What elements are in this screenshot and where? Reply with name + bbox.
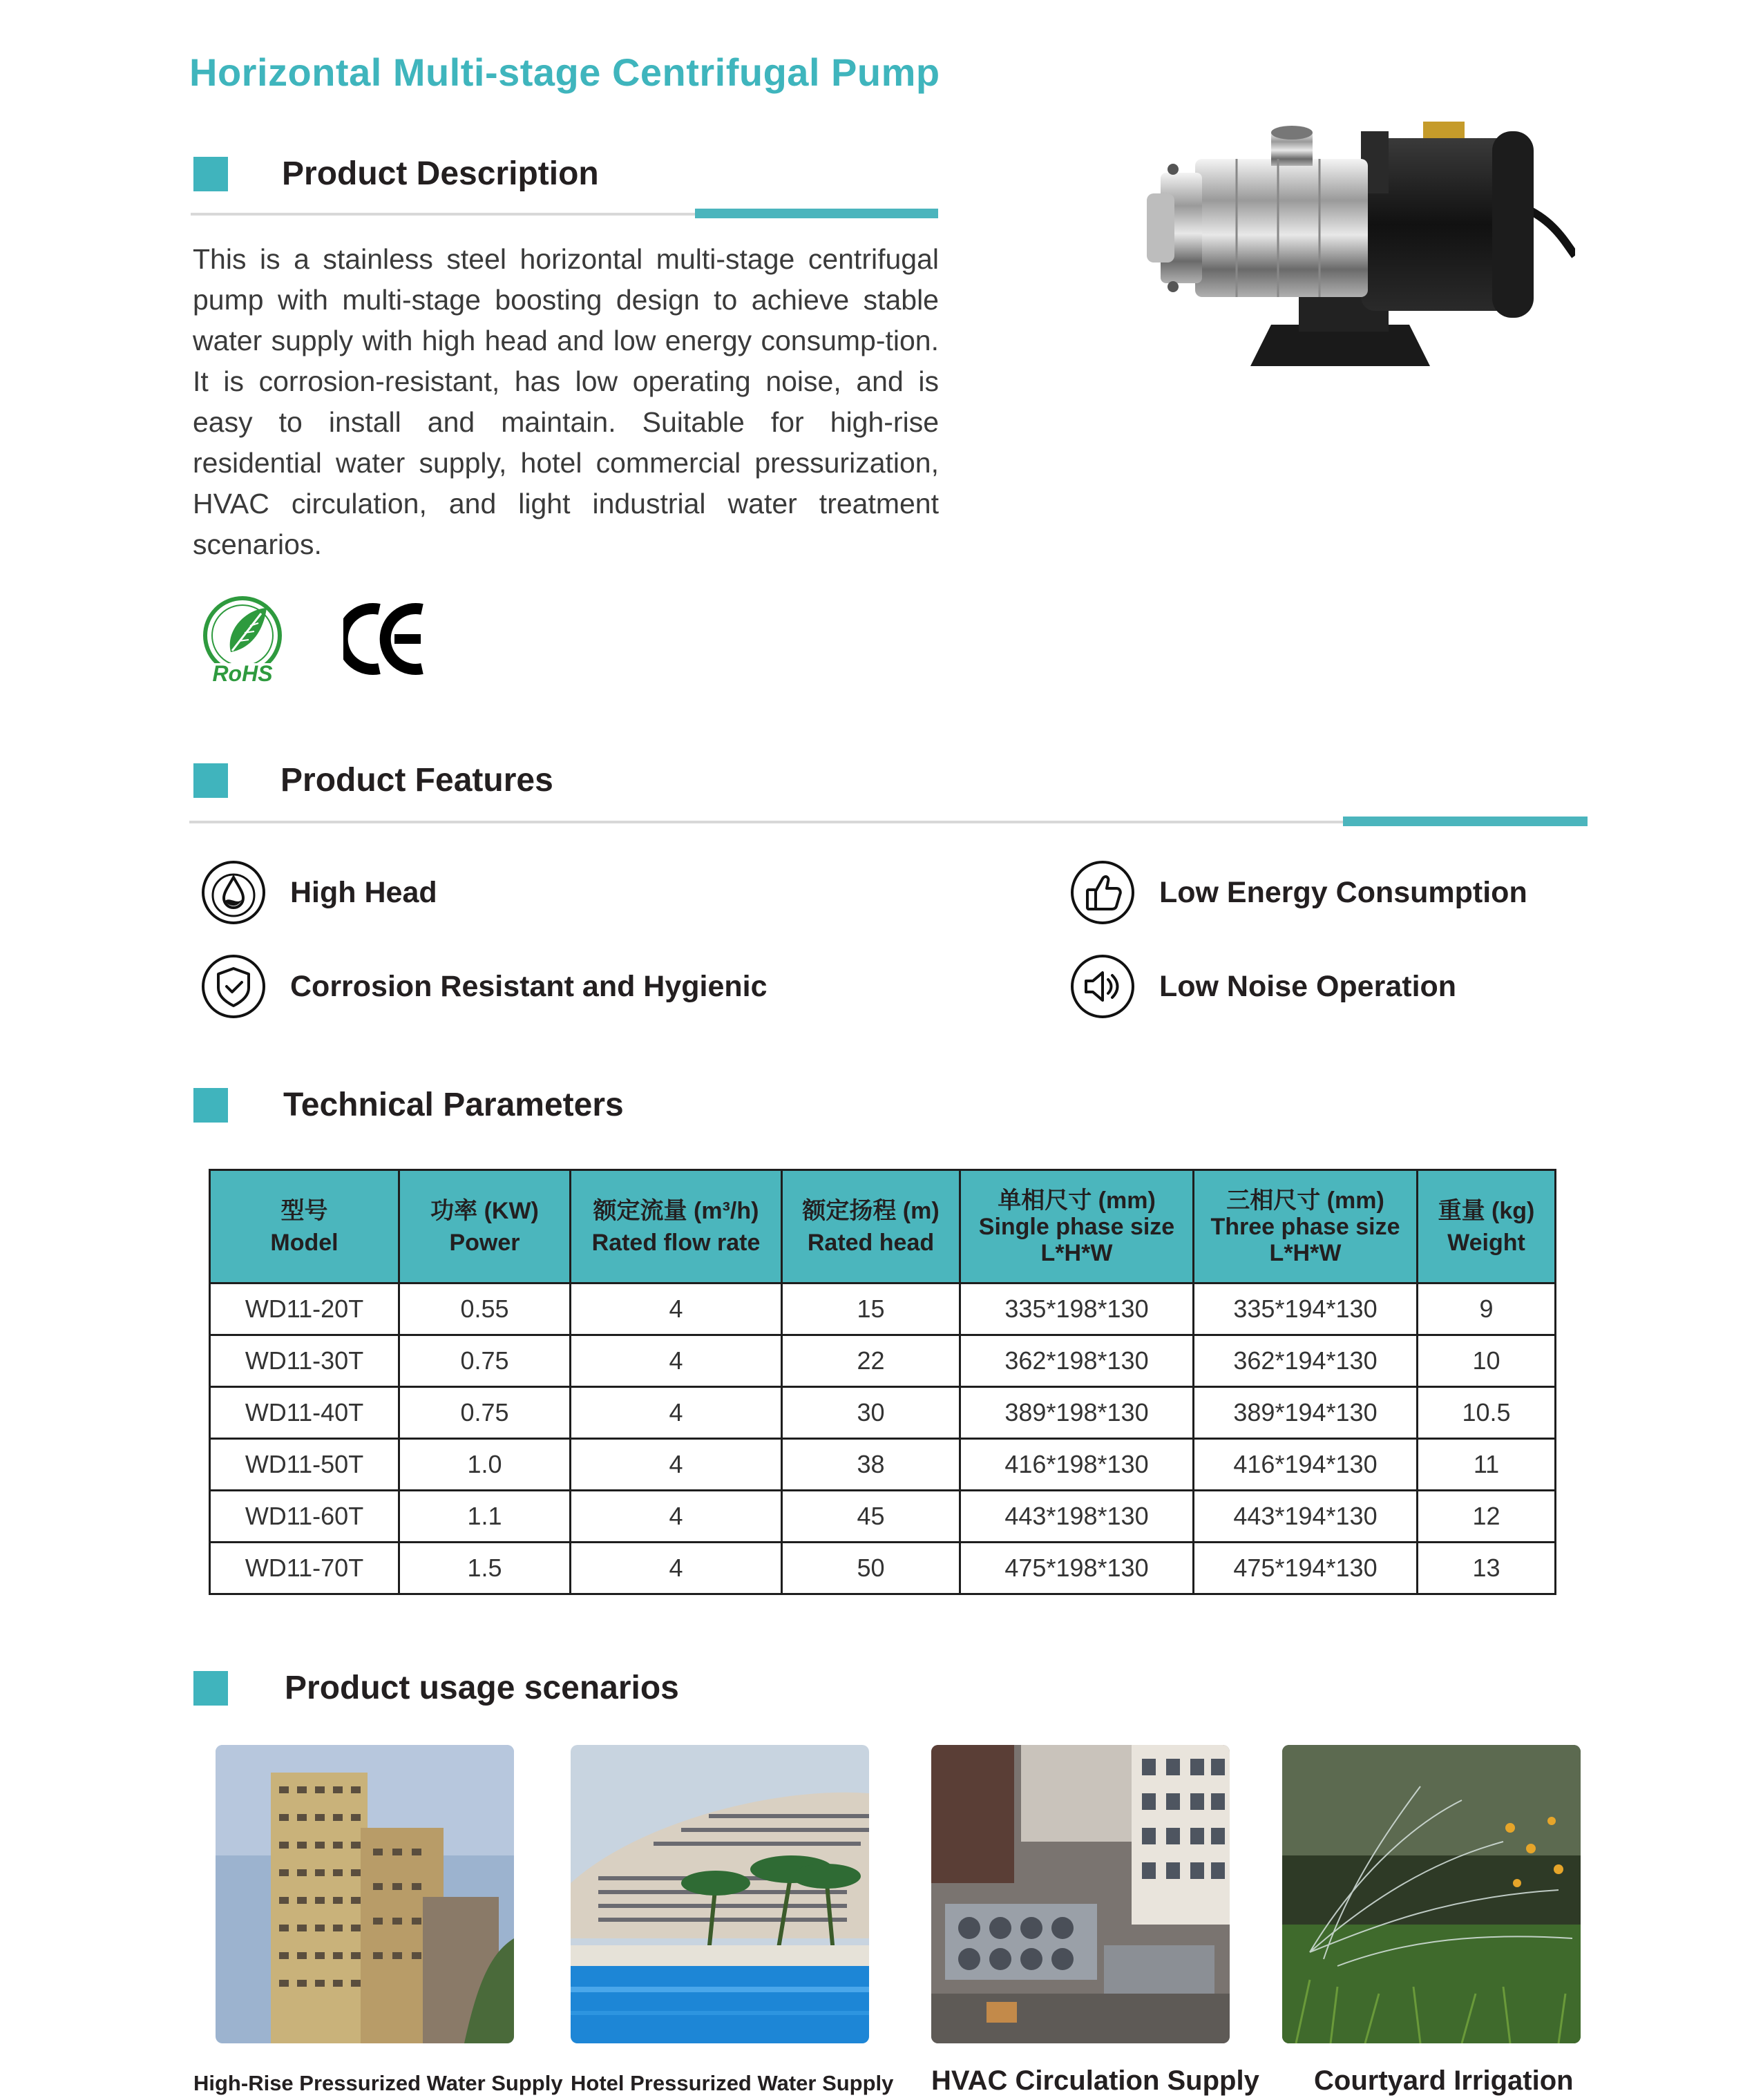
table-cell: 0.55 [399,1283,571,1335]
table-cell: 362*194*130 [1194,1335,1418,1387]
section-title: Product Description [282,155,599,192]
table-row [210,1335,1556,1387]
water-drop-icon [200,859,267,926]
table-cell: 475*194*130 [1194,1543,1418,1594]
table-cell: 416*198*130 [960,1439,1194,1491]
table-row [210,1439,1556,1491]
table-cell: 416*194*130 [1194,1439,1418,1491]
table-row [210,1543,1556,1594]
section-marker [193,763,228,798]
table-cell: WD11-40T [210,1387,399,1439]
table-cell: 4 [571,1335,782,1387]
table-cell: WD11-60T [210,1491,399,1543]
table-cell: WD11-20T [210,1283,399,1335]
table-cell: 11 [1418,1439,1556,1491]
table-cell: 12 [1418,1491,1556,1543]
hvac-rooftop-photo [931,1745,1230,2043]
table-header-row [210,1170,1556,1283]
section-header-scenarios [193,1669,679,1707]
feature-label: Corrosion Resistant and Hygienic [290,969,768,1003]
table-cell: 1.1 [399,1491,571,1543]
table-cell: 335*194*130 [1194,1283,1418,1335]
pump-product-image [1133,117,1575,380]
scenario-caption: Hotel Pressurized Water Supply [571,2071,894,2095]
section-title: Technical Parameters [283,1087,624,1123]
table-cell: 1.0 [399,1439,571,1491]
section-marker [193,1088,228,1123]
shield-check-icon [200,953,267,1020]
table-cell: 4 [571,1387,782,1439]
table-cell: 30 [782,1387,960,1439]
table-cell: 22 [782,1335,960,1387]
table-row [210,1283,1556,1335]
product-description: This is a stainless steel horizontal multi-stage centrifugal pump with multi-stage boosting design to achieve stable water supply with high head and low energy consump-tion. It is corrosion-resistant, has low operating noise, and is easy to install and maintain. Suitable for high-rise residential water supply, hotel commercial pressurization, HVAC circulation, and light industrial water treatment scenarios. [193,243,939,560]
section-divider-accent [695,209,938,218]
feature-item [1069,953,1456,1020]
speaker-icon [1069,953,1136,1020]
high-rise-building-photo [216,1745,514,2043]
table-cell: 443*198*130 [960,1491,1194,1543]
table-cell: 4 [571,1543,782,1594]
column-header-single-phase: 单相尺寸 (mm) Single phase size L*H*W [960,1170,1194,1283]
table-cell: WD11-70T [210,1543,399,1594]
feature-item [200,859,437,926]
rohs-text: RoHS [212,661,273,685]
column-header-power: 功率 (KW) Power [399,1170,571,1283]
page-title: Horizontal Multi-stage Centrifugal Pump [189,50,940,94]
table-cell: 362*198*130 [960,1335,1194,1387]
feature-label: High Head [290,875,437,909]
table-cell: 4 [571,1283,782,1335]
feature-label: Low Noise Operation [1159,969,1457,1003]
feature-item [200,953,768,1020]
table-cell: 1.5 [399,1543,571,1594]
hotel-pool-photo [571,1745,869,2043]
feature-label: Low Energy Consumption [1159,875,1527,909]
table-cell: 10 [1418,1335,1556,1387]
feature-item [1069,859,1527,926]
section-divider-accent [1343,817,1588,826]
table-cell: WD11-30T [210,1335,399,1387]
column-header-head: 额定扬程 (m) Rated head [782,1170,960,1283]
table-cell: 4 [571,1491,782,1543]
table-cell: 0.75 [399,1335,571,1387]
table-row [210,1387,1556,1439]
column-header-three-phase: 三相尺寸 (mm) Three phase size L*H*W [1194,1170,1418,1283]
scenario-caption: Courtyard Irrigation [1314,2065,1574,2096]
table-cell: 443*194*130 [1194,1491,1418,1543]
table-cell: 38 [782,1439,960,1491]
table-cell: 9 [1418,1283,1556,1335]
table-row [210,1491,1556,1543]
scenario-caption: High-Rise Pressurized Water Supply [193,2071,563,2095]
table-cell: WD11-50T [210,1439,399,1491]
table-cell: 0.75 [399,1387,571,1439]
garden-sprinkler-photo [1282,1745,1581,2043]
rohs-logo [198,595,287,685]
table-cell: 50 [782,1543,960,1594]
thumbs-up-icon [1069,859,1136,926]
parameters-table [209,1169,1556,1595]
section-marker [193,1671,228,1706]
section-header-technical [193,1086,624,1124]
ce-mark-logo [343,601,429,677]
section-header-description [193,155,599,193]
table-cell: 15 [782,1283,960,1335]
section-marker [193,157,228,191]
table-cell: 389*194*130 [1194,1387,1418,1439]
column-header-model: 型号 Model [210,1170,399,1283]
section-title: Product usage scenarios [285,1670,679,1706]
table-cell: 389*198*130 [960,1387,1194,1439]
table-cell: 45 [782,1491,960,1543]
table-cell: 335*198*130 [960,1283,1194,1335]
column-header-weight: 重量 (kg) Weight [1418,1170,1556,1283]
section-header-features [193,761,553,799]
column-header-flow: 额定流量 (m³/h) Rated flow rate [571,1170,782,1283]
table-cell: 10.5 [1418,1387,1556,1439]
section-title: Product Features [280,762,553,799]
scenario-caption: HVAC Circulation Supply [931,2065,1259,2096]
table-cell: 475*198*130 [960,1543,1194,1594]
table-cell: 13 [1418,1543,1556,1594]
table-cell: 4 [571,1439,782,1491]
